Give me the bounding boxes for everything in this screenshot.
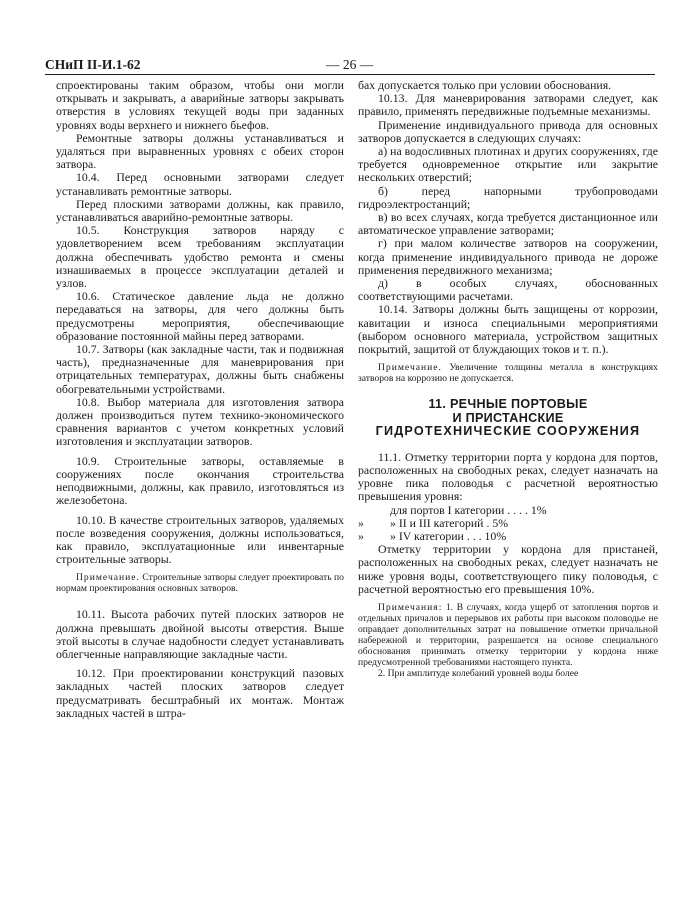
note-label: Примечания: (378, 602, 443, 613)
clause-11-1: 11.1. Отметку территории порта у кордона для портов, расположенных на свободных реках, следует назначать на уровне пика половодья с расчетной вероятностью превышения уровня: (358, 449, 658, 504)
clause-10-8: 10.8. Выбор материала для изготовления затвора должен производиться путем технико-экономического сравнения вариантов с учетом конкретных условий изготовления и эксплуатации затворов. (56, 394, 344, 449)
list-item: б) перед напорными трубопроводами гидроэлектростанций; (358, 183, 658, 211)
note (358, 362, 658, 384)
page-number: — 26 — (326, 57, 374, 72)
list-marker: » (358, 528, 364, 543)
paragraph: спроектированы таким образом, чтобы они могли открывать и закрывать, а аварийные затворы закрывать отверстия в условиях текущей воды при заданных уровнях воды верхнего и нижнего бьефов. (56, 78, 344, 132)
list-item: а) на водосливных плотинах и других сооружениях, где требуется одновременное открытие или закрытие нескольких отверстий; (358, 144, 658, 185)
right-column (358, 79, 658, 687)
paragraph: Ремонтные затворы должны устанавливаться и удаляться при выравненных уровнях с обеих сторон затвора. (56, 130, 344, 172)
clause-10-10: 10.10. В качестве строительных затворов, удаляемых после возведения сооружения, должны использоваться, как правило, эксплуатационные или инвентарные строительные затворы. (56, 512, 344, 567)
document-code: СНиП II-И.1-62 (45, 57, 141, 72)
note-label: Примечание. (378, 362, 442, 374)
note-text: 1. В случаях, когда ущерб от затопления портов и отдельных причалов и перерывов их работы при высоком половодье не оправдает дополнительных затрат на повышение отметки причальной набережной и территории, разрешается на основе специального обоснования принимать отметку территории у кордона ниже предусмотренной требованиями настоящего пункта. (358, 602, 658, 668)
list-text: » IV категории . . . 10% (390, 528, 507, 543)
note (358, 602, 658, 679)
paragraph: Перед плоскими затворами должны, как правило, устанавливаться аварийно-ремонтные затворы. (56, 196, 344, 225)
clause-10-4: 10.4. Перед основными затворами следует устанавливать ремонтные затворы. (56, 170, 344, 198)
clause-10-9: 10.9. Строительные затворы, оставляемые в сооружениях после окончания строительства неподвижными, должны, как правило, изготовляться из железобетона. (56, 453, 344, 508)
clause-10-13: 10.13. Для маневрирования затворами следует, как правило, применять передвижные подъемные механизмы. (358, 91, 658, 119)
list-item: д) в особых случаях, обоснованных соответствующими расчетами. (358, 276, 658, 304)
note (56, 572, 344, 594)
header-rule (45, 74, 655, 75)
note-label: Примечание. (76, 572, 140, 584)
clause-10-11: 10.11. Высота рабочих путей плоских затворов не должна превышать двойной высоты отверстия. Выше этой высоты в случае надобности следует устанавливать облегченные направляющие закладные части. (56, 607, 344, 661)
clause-10-7: 10.7. Затворы (как закладные части, так и подвижная часть), предназначенные для маневрирования при отрицательных температурах, должны быть снабжены обогревательными устройствами. (56, 342, 344, 396)
clause-10-14: 10.14. Затворы должны быть защищены от коррозии, кавитации и износа специальными мероприятиями (выбором основного материала, устройством защитных покрытий, защитой от блуждающих токов и т. п.). (358, 302, 658, 357)
list-text: » II и III категорий . 5% (390, 515, 509, 530)
note-text: Увеличение толщины металла в конструкциях затворов на коррозию не допускается. (358, 362, 658, 385)
left-column (56, 79, 344, 720)
paragraph: бах допускается только при условии обоснования. (358, 78, 612, 92)
list-text: для портов I категории . . . . 1% (390, 502, 547, 517)
note-text: Строительные затворы следует проектировать по нормам проектирования основных затворов. (56, 572, 344, 595)
paragraph: Отметку территории у кордона для пристаней, расположенных на свободных реках, следует назначать не ниже уровня воды, соответствующего пику половодья, с расчетной вероятностью его превышения 10%. (358, 542, 658, 596)
list-row (358, 517, 658, 530)
note-text: 2. При амплитуде колебаний уровней воды более (378, 668, 579, 679)
paragraph: Применение индивидуального привода для основных затворов допускается в следующих случаях: (358, 117, 658, 145)
list-item: г) при малом количестве затворов на сооружении, когда применение индивидуального привода не дороже применения передвижного механизма; (358, 236, 658, 277)
heading-line: 11. РЕЧНЫЕ ПОРТОВЫЕ (428, 397, 588, 412)
clause-10-6: 10.6. Статическое давление льда не должно передаваться на затворы, для чего должны быть предусмотрены мероприятия, обеспечивающие образование постоянной майны перед затворами. (56, 289, 344, 343)
clause-10-5: 10.5. Конструкция затворов наряду с удовлетворением всем требованиям эксплуатации должна обеспечивать удобство ремонта и смены изнашиваемых в процессе эксплуатации деталей и узлов. (56, 223, 344, 291)
clause-10-12: 10.12. При проектировании конструкций пазовых закладных частей плоских затворов следует предусматривать бесштрабный их монтаж. Монтаж закладных частей в штра- (56, 666, 344, 720)
list-item: в) во всех случаях, когда требуется дистанционное или автоматическое управление затворами; (358, 210, 658, 238)
list-marker (358, 504, 390, 517)
section-heading (358, 398, 658, 439)
heading-line: ГИДРОТЕХНИЧЕСКИЕ СООРУЖЕНИЯ (375, 424, 641, 439)
list-marker: » (358, 515, 364, 530)
list-row (358, 504, 658, 517)
heading-line: И ПРИСТАНСКИЕ (452, 410, 564, 425)
